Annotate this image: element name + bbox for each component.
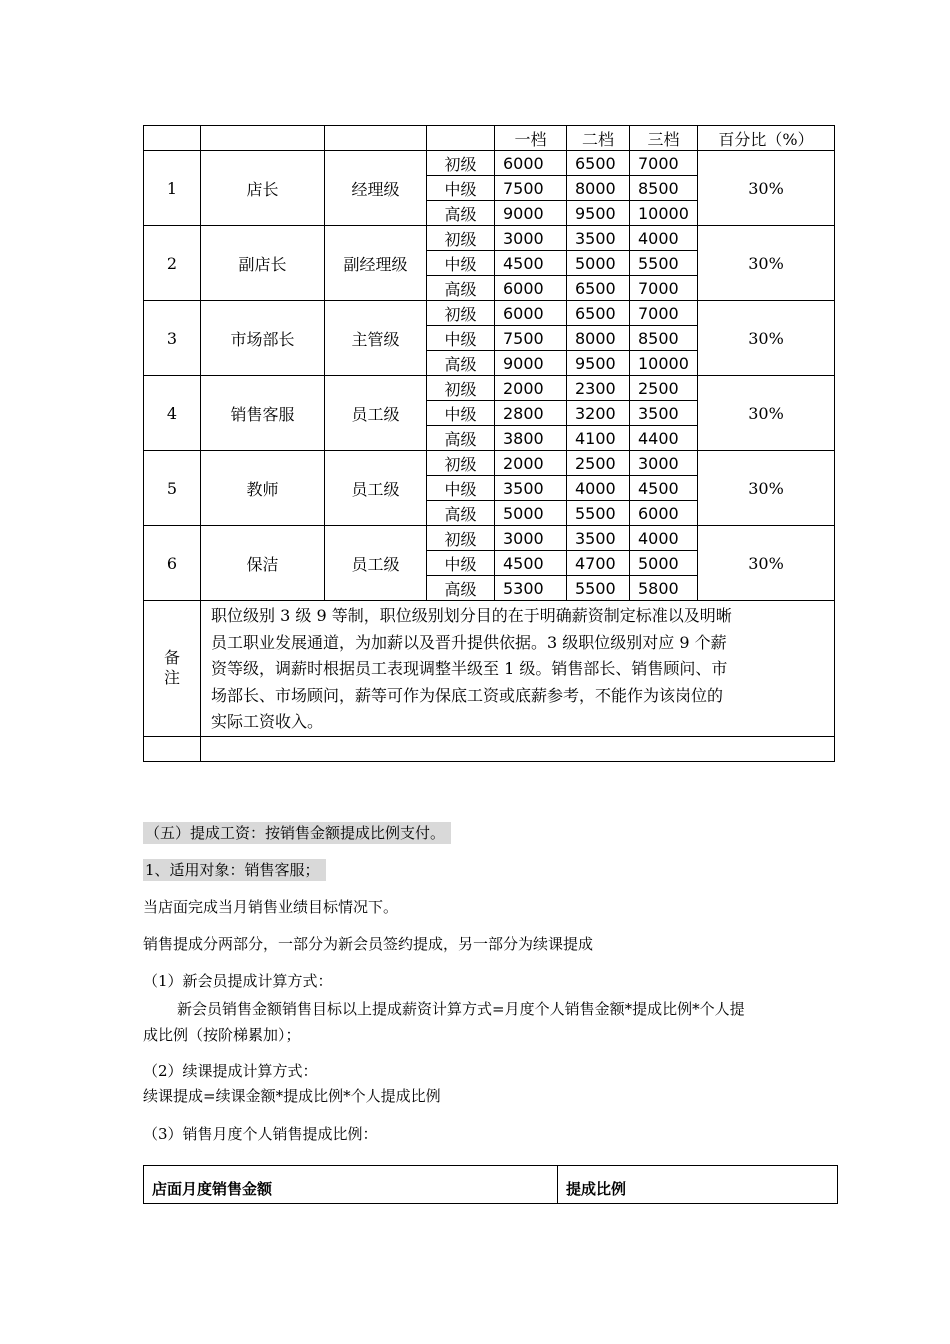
level-label: 高级 — [427, 576, 495, 601]
salary-value: 6500 — [567, 276, 630, 301]
level-label: 中级 — [427, 401, 495, 426]
salary-value: 9500 — [567, 201, 630, 226]
table-row — [144, 226, 835, 251]
salary-value: 4500 — [630, 476, 698, 501]
salary-value: 4000 — [630, 226, 698, 251]
salary-value: 5500 — [567, 576, 630, 601]
salary-value: 7000 — [630, 151, 698, 176]
salary-value: 6000 — [495, 151, 567, 176]
salary-value: 5000 — [567, 251, 630, 276]
salary-value: 5800 — [630, 576, 698, 601]
parts-line: 销售提成分两部分，一部分为新会员签约提成，另一部分为续课提成 — [143, 935, 594, 953]
note-label-char-2: 注 — [163, 668, 180, 688]
salary-value: 10000 — [630, 351, 698, 376]
position-name: 店长 — [201, 151, 325, 226]
salary-value: 4500 — [495, 551, 567, 576]
row-number: 6 — [144, 526, 201, 601]
salary-value: 5300 — [495, 576, 567, 601]
level-label: 高级 — [427, 201, 495, 226]
target-text: 1、适用对象：销售客服； — [143, 859, 326, 881]
level-label: 高级 — [427, 501, 495, 526]
salary-value: 3800 — [495, 426, 567, 451]
percent-value: 30% — [698, 526, 835, 601]
level-label: 中级 — [427, 476, 495, 501]
job-grade: 员工级 — [325, 451, 427, 526]
level-label: 初级 — [427, 376, 495, 401]
job-grade: 员工级 — [325, 526, 427, 601]
level-label: 初级 — [427, 301, 495, 326]
table-row — [144, 376, 835, 401]
level-label: 高级 — [427, 276, 495, 301]
header-cell — [427, 126, 495, 151]
salary-value: 7500 — [495, 176, 567, 201]
note-line: 实际工资收入。 — [211, 712, 324, 731]
note-label-char-1: 备 — [163, 648, 180, 668]
salary-value: 4000 — [630, 526, 698, 551]
row-number: 5 — [144, 451, 201, 526]
commission-col-amount: 店面月度销售金额 — [144, 1166, 558, 1204]
salary-value: 6000 — [495, 276, 567, 301]
row-number: 4 — [144, 376, 201, 451]
salary-value: 8500 — [630, 326, 698, 351]
level-label: 初级 — [427, 226, 495, 251]
salary-value: 9000 — [495, 201, 567, 226]
percent-value: 30% — [698, 151, 835, 226]
table-row — [144, 151, 835, 176]
level-label: 中级 — [427, 176, 495, 201]
salary-value: 6000 — [630, 501, 698, 526]
blank-cell — [144, 736, 201, 761]
salary-value: 8000 — [567, 326, 630, 351]
salary-value: 2500 — [567, 451, 630, 476]
level-label: 高级 — [427, 426, 495, 451]
blank-row — [144, 736, 835, 761]
salary-value: 5500 — [567, 501, 630, 526]
salary-value: 3500 — [567, 526, 630, 551]
job-grade: 员工级 — [325, 376, 427, 451]
item1-body-1: 新会员销售金额销售目标以上提成薪资计算方式=月度个人销售金额*提成比例*个人提 — [177, 1000, 745, 1018]
salary-value: 4500 — [495, 251, 567, 276]
percent-value: 30% — [698, 376, 835, 451]
header-cell — [325, 126, 427, 151]
level-label: 初级 — [427, 526, 495, 551]
salary-value: 9500 — [567, 351, 630, 376]
job-grade: 副经理级 — [325, 226, 427, 301]
salary-value: 9000 — [495, 351, 567, 376]
row-number: 3 — [144, 301, 201, 376]
salary-value: 4700 — [567, 551, 630, 576]
blank-cell — [201, 736, 835, 761]
table-row — [144, 451, 835, 476]
item1-body-2: 成比例（按阶梯累加）； — [143, 1026, 301, 1044]
note-line: 资等级，调薪时根据员工表现调整半级至 1 级。销售部长、销售顾问、市 — [211, 659, 728, 678]
condition-line: 当店面完成当月销售业绩目标情况下。 — [143, 898, 399, 916]
salary-value: 8000 — [567, 176, 630, 201]
level-label: 高级 — [427, 351, 495, 376]
level-label: 中级 — [427, 251, 495, 276]
note-label — [144, 601, 201, 737]
header-cell: 三档 — [630, 126, 698, 151]
percent-value: 30% — [698, 301, 835, 376]
note-line: 员工职业发展通道，为加薪以及晋升提供依据。3 级职位级别对应 9 个薪 — [211, 632, 727, 652]
commission-header-row — [144, 1166, 838, 1204]
salary-value: 2300 — [567, 376, 630, 401]
salary-value: 7500 — [495, 326, 567, 351]
row-number: 2 — [144, 226, 201, 301]
salary-value: 7000 — [630, 301, 698, 326]
level-label: 中级 — [427, 326, 495, 351]
target-line — [143, 859, 326, 880]
item3-title: （3）销售月度个人销售提成比例： — [143, 1125, 378, 1143]
section-title — [143, 822, 451, 843]
salary-value: 4100 — [567, 426, 630, 451]
item1-title: （1）新会员提成计算方式： — [143, 972, 333, 990]
job-grade: 主管级 — [325, 301, 427, 376]
salary-value: 2000 — [495, 376, 567, 401]
header-cell: 百分比（%） — [698, 126, 835, 151]
header-cell: 二档 — [567, 126, 630, 151]
item2-title: （2）续课提成计算方式： — [143, 1062, 318, 1080]
salary-value: 10000 — [630, 201, 698, 226]
salary-value: 3500 — [495, 476, 567, 501]
salary-value: 3500 — [567, 226, 630, 251]
salary-value: 5000 — [630, 551, 698, 576]
table-row — [144, 301, 835, 326]
header-cell — [144, 126, 201, 151]
salary-value: 8500 — [630, 176, 698, 201]
header-cell — [201, 126, 325, 151]
salary-value: 3200 — [567, 401, 630, 426]
salary-value: 7000 — [630, 276, 698, 301]
salary-value: 2500 — [630, 376, 698, 401]
salary-value: 6500 — [567, 151, 630, 176]
section-title-text: （五）提成工资：按销售金额提成比例支付。 — [143, 822, 451, 844]
job-grade: 经理级 — [325, 151, 427, 226]
position-name: 教师 — [201, 451, 325, 526]
position-name: 市场部长 — [201, 301, 325, 376]
salary-value: 6000 — [495, 301, 567, 326]
salary-value: 2000 — [495, 451, 567, 476]
header-cell: 一档 — [495, 126, 567, 151]
commission-col-ratio: 提成比例 — [558, 1166, 838, 1204]
position-name: 保洁 — [201, 526, 325, 601]
row-number: 1 — [144, 151, 201, 226]
salary-value: 4400 — [630, 426, 698, 451]
salary-value: 2800 — [495, 401, 567, 426]
level-label: 初级 — [427, 151, 495, 176]
table-row — [144, 526, 835, 551]
percent-value: 30% — [698, 226, 835, 301]
note-line: 场部长、市场顾问，薪等可作为保底工资或底薪参考，不能作为该岗位的 — [211, 685, 724, 705]
commission-table — [143, 1165, 838, 1204]
salary-value: 5000 — [495, 501, 567, 526]
note-text — [201, 601, 835, 737]
salary-value: 4000 — [567, 476, 630, 501]
table-header-row — [144, 126, 835, 151]
level-label: 初级 — [427, 451, 495, 476]
note-line: 职位级别 3 级 9 等制，职位级别划分目的在于明确薪资制定标准以及明晰 — [211, 606, 732, 625]
salary-value: 5500 — [630, 251, 698, 276]
salary-value: 3000 — [495, 526, 567, 551]
item2-body: 续课提成=续课金额*提成比例*个人提成比例 — [143, 1087, 441, 1105]
salary-grade-table — [143, 125, 835, 762]
position-name: 销售客服 — [201, 376, 325, 451]
salary-value: 3000 — [630, 451, 698, 476]
note-row — [144, 601, 835, 737]
salary-value: 3000 — [495, 226, 567, 251]
level-label: 中级 — [427, 551, 495, 576]
percent-value: 30% — [698, 451, 835, 526]
salary-value: 3500 — [630, 401, 698, 426]
position-name: 副店长 — [201, 226, 325, 301]
salary-value: 6500 — [567, 301, 630, 326]
